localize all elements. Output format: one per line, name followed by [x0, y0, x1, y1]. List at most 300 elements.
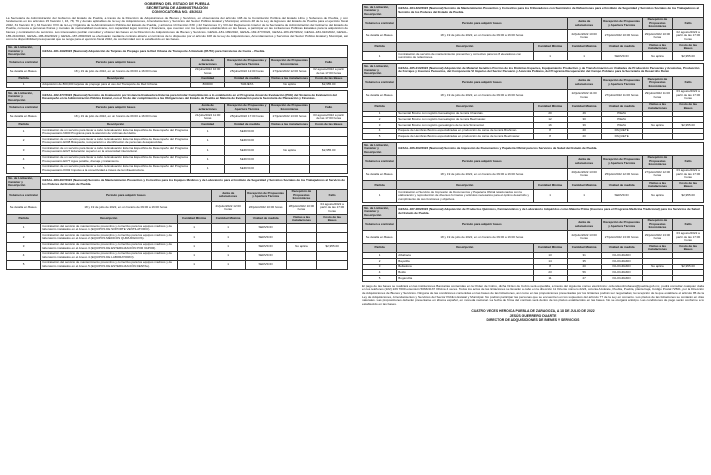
unidad-value: SERVICIO [245, 260, 286, 269]
cantidad-minima-value: 1 [533, 52, 567, 61]
unidad-value: KILOGRAMO [601, 270, 642, 276]
visitas-value: No aplica [642, 52, 673, 61]
unidad-value: SERVICIO [245, 242, 286, 251]
visitas-value [642, 134, 673, 140]
costo-header: Costo de las Bases [673, 181, 704, 190]
tech-header: Recepción de Propuestas y Apertura Técnica [601, 218, 642, 231]
unidad-value: PAQUETE [601, 134, 642, 140]
unidad-value: SERVICIO [225, 127, 269, 136]
header-line-1: GOBIERNO DEL ESTADO DE PUEBLA [144, 2, 210, 6]
cantidad-maxima-value: 20 [567, 264, 601, 270]
junta-header: Junta de aclaraciones [211, 189, 245, 202]
descripcion-value: Semental Bovino con registro genealógico de la raza Simmental. [397, 123, 533, 129]
licitacion-title: GESAL-182-377/2022 (Nacional) Servicio de Evaluación por Instancia Evaluadora Externa para brindar Cumplimiento a lo establecido en el Programa Anual de Evaluación (PAE) del Sistema de Evaluación del Desempeño en la Administración Pública Estatal, con el fin de dar cumplimiento a las Obligaciones del Estado de Puebla en Materia de Evaluación para la Secretaría de Planeación y Finanzas. [41, 91, 348, 104]
partida-value: 5 [7, 164, 41, 173]
signature-line1: CUATRO VECES HEROICA PUEBLA DE ZARAGOZA, A 18 DE JULIO DE 2022 [471, 309, 595, 314]
costo-value: $2,955.00 [310, 146, 348, 155]
cantidad-minima-value: 1 [177, 251, 211, 260]
volume-value: Se detalla en Bases. [363, 168, 397, 181]
junta-header: Junta de aclaraciones [567, 17, 601, 30]
partida-header: Partida [363, 102, 397, 111]
partida-value: 1 [7, 82, 41, 88]
licitacion-table [6, 90, 348, 174]
visitas-header: Visitas a las instalaciones [642, 43, 673, 52]
unidad-header: Unidad de medida [601, 102, 642, 111]
partida-header: Partida [363, 181, 397, 190]
visitas-value [286, 260, 317, 269]
visitas-header: Visitas a las instalaciones [271, 76, 308, 81]
visitas-value [269, 155, 310, 164]
licitacion-title: GESAL-187-280/2022 (Nacional) Adquisición de Productos Químicos, Farmacéuticos y de Laboratorio Adquiridos como Materia Prima (Insumos para el Programa Medicina Tradicional) para los Servicios de Salud del Estado de Puebla. [397, 206, 704, 219]
partida-header: Partida [7, 122, 41, 128]
period-header: Periodo para adquirir bases [397, 155, 568, 168]
cantidad-maxima-header: Cantidad Máxima [567, 181, 601, 190]
cantidad-maxima-value: 27 [567, 276, 601, 282]
partida-value: 3 [7, 146, 41, 155]
visitas-value: No aplica [286, 242, 317, 251]
cantidad-maxima-value: 31 [567, 253, 601, 259]
fallo-value: 03 agosto/2022 a partir de las 17:00 horas [673, 168, 704, 181]
signature-block [362, 309, 704, 322]
costo-header: Costo de las Bases [317, 214, 348, 223]
visitas-value: No aplica [269, 82, 310, 88]
econ-value: 29/julio/2022 11:00 horas [642, 89, 673, 102]
licitacion-title: GESAL-183-297/2022 (Nacional) Servicio de Mantenimiento Preventivo y Correctivo para los Equipos Médicos y de Laboratorio para el Instituto de Seguridad y Servicios Sociales de los Trabajadores al Servicio de los Poderes del Estado de Puebla. [41, 176, 348, 189]
volume-header: Volumen a contratar [7, 103, 41, 112]
descripcion-header: Descripción [397, 43, 533, 52]
partida-value: 3 [363, 123, 397, 129]
fallo-header: Fallo [673, 218, 704, 231]
descripcion-value: Bayetilla [397, 259, 533, 265]
econ-header: Recepción de Propuestas Económicas [642, 218, 673, 231]
descripcion-value: Contratación el Servicio de Impresión de Documentos y Papelería Oficial relacionados con la elaboración y reproducción de diversos formatos y artículos necesarios para el óptimo desarrollo y cumplimiento de sus funciones y objetivos. [397, 190, 533, 203]
cantidad-maxima-value: 56 [567, 270, 601, 276]
descripcion-value: Albahaca [397, 253, 533, 259]
cantidad-minima-header: Cantidad Mínima [533, 244, 567, 253]
econ-header: Recepción de Propuestas Económicas [642, 77, 673, 90]
period-value: 18 y 19 de julio de 2022, en un horario de 09:00 a 16:00 horas [41, 202, 212, 215]
descripcion-value: Contratación del servicio de mantenimiento preventivo y correctivo para los equipos médicos y de laboratorio instalados en el Anexo 3 (EQUIPOS DE ESTERILIZACIÓN POR VAPOR). [41, 242, 177, 251]
econ-value: 27/julio/2022 12:00 horas [269, 67, 310, 76]
partida-value: 4 [7, 155, 41, 164]
unidad-header: Unidad de medida [225, 76, 269, 82]
unidad-value: KILOGRAMO [601, 253, 642, 259]
partida-value: 1 [363, 253, 397, 259]
junta-header: Junta de aclaraciones [567, 77, 601, 90]
period-header: Periodo para adquirir bases [397, 218, 568, 231]
visitas-header: Visitas a las instalaciones [271, 121, 308, 126]
descripcion-value: Belladona [397, 264, 533, 270]
costo-value [317, 224, 348, 233]
visitas-value [286, 251, 317, 260]
period-value: 18 y 19 de julio de 2022, en un horario de 09:00 a 16:00 horas [397, 30, 568, 43]
period-header: Periodo para adquirir bases [41, 58, 191, 67]
partida-header: Partida [363, 43, 397, 52]
volume-value: Se detalla en Bases. [7, 202, 41, 215]
signature-line3: DIRECTOR DE ADQUISICIONES DE BIENES Y SERVICIOS [486, 317, 580, 322]
junta-value: 22/julio/2022 13:00 horas [567, 231, 601, 244]
econ-header: Recepción de Propuestas Económicas [642, 17, 673, 30]
cantidad-minima-value: 1 [177, 224, 211, 233]
signature-line2: JESÚS GUERRERO DUARTE [509, 313, 557, 318]
fallo-header: Fallo [317, 189, 348, 202]
cantidad-minima-value: 16 [533, 123, 567, 129]
costo-header: Costo de las Bases [673, 43, 704, 52]
descripcion-value: Contratación del servicio de mantenimiento preventivo y correctivo para los equipos médicos y de laboratorio instalados en el Anexo 5 (EQUIPOS DE ESTERILIZACIÓN DENTAL). [41, 260, 177, 269]
table-row [7, 127, 348, 136]
right-column [362, 2, 704, 322]
descripcion-header: Descripción [41, 122, 191, 128]
cantidad-minima-value: 8 [533, 264, 567, 270]
partida-value: 3 [7, 242, 41, 251]
tech-value: 25/julio/2022 12:00 horas [225, 67, 269, 76]
partida-value: 1 [363, 52, 397, 61]
licitacion-label: No. de Licitación, Carácter y Descripción [7, 91, 41, 104]
licitacion-title: GESAL-185-210/2022 (Nacional) Adquisición de Material Genético Porcino de los Distintas Especies, Equipamiento Productivo y de Transformación en Unidades de Producción Pecuarias y Acuícolas, Producción de Forrajes y Insumos Pecuarios, del Componente VI Impulso del Sector Pecuario y Acuícola Poblano, del Programa Recuperación del Campo Poblano para la Secretaría de Desarrollo Rural. [397, 64, 704, 77]
cantidad-minima-header: Cantidad Mínima [533, 102, 567, 111]
cantidad-minima-value: 8 [533, 134, 567, 140]
period-value: 18 y 19 de julio de 2022, en un horario de 09:00 a 16:00 horas [41, 113, 191, 122]
descripcion-header: Descripción [397, 181, 533, 190]
visitas-header: Visitas a las instalaciones [642, 244, 673, 253]
left-column [6, 2, 348, 270]
cantidad-minima-header: Cantidad Mínima [533, 43, 567, 52]
convocatoria-page [6, 2, 706, 473]
cantidad-value: 1 [191, 164, 225, 173]
costo-value: $2,955.00 [317, 242, 348, 251]
partida-value: 3 [363, 264, 397, 270]
cantidad-maxima-header: Cantidad Máxima [567, 102, 601, 111]
volume-value: Se detalla en Bases. [7, 67, 41, 76]
visitas-value [286, 224, 317, 233]
tech-header: Recepción de Propuestas y Apertura Técnica [245, 189, 286, 202]
visitas-value: No aplica [269, 146, 310, 155]
cantidad-maxima-value: 30 [567, 117, 601, 123]
partida-header: Partida [7, 214, 41, 223]
descripcion-value: Contratación del servicio de mantenimiento preventivo y correctivo para los equipos médicos y de laboratorio instalados en el Anexo 4 (EQUIPOS DE LABORATORIO). [41, 251, 177, 260]
fallo-header: Fallo [310, 58, 348, 67]
partida-value: 5 [363, 134, 397, 140]
cantidad-value: 1 [191, 155, 225, 164]
junta-value: 21/julio/2022 11:00 horas [191, 113, 225, 122]
table-row [363, 52, 704, 61]
tech-value: 25/julio/2022 17:00 horas [225, 113, 269, 122]
partida-value: 1 [7, 224, 41, 233]
cantidad-maxima-value: 20 [567, 128, 601, 134]
unidad-value: KILOGRAMO [601, 259, 642, 265]
partida-value: 4 [7, 251, 41, 260]
cantidad-maxima-value: 1 [211, 242, 245, 251]
descripcion-value: Contratación de un servicio para llevar a cabo la Evaluación Externa Específica de Desempeño del Programa Presupuestario K002 Impulso a la conectividad a través de la infraestructura. [41, 164, 191, 173]
partida-value: 2 [7, 137, 41, 146]
visitas-header: Visitas a las instalaciones [642, 181, 673, 190]
cantidad-value: 1 [191, 127, 225, 136]
unidad-value: PIEZA [601, 123, 642, 129]
cantidad-maxima-value: 1 [211, 251, 245, 260]
visitas-value [269, 137, 310, 146]
costo-value [310, 137, 348, 146]
cantidad-maxima-header: Cantidad Máxima [211, 214, 245, 223]
junta-value: 21/julio/2022 12:00 horas [211, 202, 245, 215]
licitacion-title: GESAL-184-322/2022 (Nacional) Servicio de Mantenimiento Preventivo y Correctivo para los 8 Elevadores con Suministro de Refacciones para el Instituto de Seguridad y Servicios Sociales de los Trabajadores al Servicio de los Poderes del Estado de Puebla. [397, 5, 704, 18]
descripcion-value: Adquisición de 800,000 tarjetas de prepago para el uso del Transporte de Red Urbana. [41, 82, 191, 88]
descripcion-value: Contratación de servicio de mantenimiento preventivo y correctivo para los 8 elevadores con suministro de refacciones. [397, 52, 533, 61]
cantidad-value: 800000 [191, 82, 225, 88]
period-value: 18 y 19 de julio de 2022, en un horario de 09:00 a 16:00 horas [397, 168, 568, 181]
licitacion-label: No. de Licitación, Carácter y Descripción [7, 176, 41, 189]
table-row [7, 251, 348, 260]
cantidad-minima-value: 1 [177, 260, 211, 269]
tech-header: Recepción de Propuestas y Apertura Técnica [225, 58, 269, 67]
licitacion-table [6, 176, 348, 270]
costo-value: $2,955.00 [310, 82, 348, 88]
licitacion-title: GESAL-186-302/2022 (Nacional) Servicio de Impresión de Documentos y Papelería Oficial para los Servicios de Salud del Estado de Puebla. [397, 143, 704, 156]
cantidad-minima-value: 13 [533, 253, 567, 259]
unidad-value: SERVICIO [245, 233, 286, 242]
visitas-value: No aplica [642, 123, 673, 129]
econ-value: 27/julio/2022 12:00 horas [642, 168, 673, 181]
unidad-value: TARJETA [225, 82, 269, 88]
visitas-value [642, 276, 673, 282]
cantidad-maxima-value: 35 [567, 259, 601, 265]
cantidad-minima-value: 1 [533, 190, 567, 203]
cantidad-maxima-value: 20 [567, 134, 601, 140]
fallo-header: Fallo [673, 17, 704, 30]
partida-value: 2 [363, 259, 397, 265]
econ-value: 29/julio/2022 13:00 horas [642, 231, 673, 244]
tech-header: Recepción de Propuestas y Apertura Técnica [225, 103, 269, 112]
fallo-value: 02 agosto/2022 a partir de las 17:00 horas [673, 30, 704, 43]
costo-header: Costo de las Bases [673, 244, 704, 253]
licitacion-table [362, 4, 704, 61]
cantidad-minima-value: 11 [533, 276, 567, 282]
licitacion-section [6, 90, 348, 174]
econ-header: Recepción de Propuestas Económicas [269, 58, 310, 67]
fallo-header: Fallo [673, 155, 704, 168]
costo-value [317, 233, 348, 242]
junta-value: 22/julio/2022 10:00 horas [567, 30, 601, 43]
costo-value: $2,955.00 [673, 190, 704, 203]
licitacion-table [362, 205, 704, 282]
junta-value: 21/julio/2022 10:00 horas [191, 67, 225, 76]
costo-value [673, 276, 704, 282]
junta-header: Junta de aclaraciones [191, 58, 225, 67]
tech-value: 27/julio/2022 11:00 horas [601, 89, 642, 102]
period-value: 18 y 19 de julio de 2022, en un horario de 09:00 a 16:00 horas [41, 67, 191, 76]
cantidad-header: Cantidad [191, 122, 225, 128]
tech-value: 25/julio/2022 12:00 horas [601, 168, 642, 181]
cantidad-header: Cantidad [191, 76, 225, 82]
descripcion-value: Contratación del servicio de mantenimiento preventivo y correctivo para los equipos médicos y de laboratorio instalados en el Anexo 1 (EQUIPOS DE SOPORTE VENTILATORIO). [41, 224, 177, 233]
licitacion-label: No. de Licitación, Carácter y Descripción [363, 206, 397, 219]
volume-value: Se detalla en Bases. [363, 231, 397, 244]
costo-value [317, 251, 348, 260]
header-line-2: SECRETARÍA DE ADMINISTRACIÓN [146, 6, 208, 11]
cantidad-maxima-value: 1 [211, 224, 245, 233]
licitacion-section [6, 45, 348, 88]
licitacion-table [362, 142, 704, 203]
period-value: 18 y 19 de julio de 2022, en un horario de 09:00 a 16:00 horas [397, 231, 568, 244]
econ-header: Recepción de Propuestas Económicas [269, 103, 310, 112]
descripcion-header: Descripción [397, 102, 533, 111]
partida-value: 1 [7, 127, 41, 136]
junta-header: Junta de aclaraciones [567, 155, 601, 168]
period-value: 18 y 19 de julio de 2022, en un horario de 09:00 a 16:00 horas [397, 89, 568, 102]
volume-header: Volumen a contratar [363, 155, 397, 168]
intro-paragraph: La Secretaría de Administración del Gobierno del Estado de Puebla, a través de la Dirección de Adquisiciones de Bienes y Servicios, en observancia del artículo 108 de la Constitución Política del Estado Libre y Soberano de Puebla, y con fundamento en los artículos 15 fracción I, 16, 78, 79 y demás aplicables de la Ley de Adquisiciones, Arrendamientos y Servicios del Sector Público Estatal y Municipal, artículo 48 de la Ley de Egresos del Estado de Puebla para el ejercicio fiscal 2022, 31 fracción III y 34 fracción XVII de la Ley Orgánica de la Administración Pública del Estado de Puebla, y artículos 13 fracción XXII y 22 fracciones II y VIII del Reglamento Interior de la Secretaría de Administración del Gobierno del Estado de Puebla, convoca a personas físicas y morales de nacionalidad mexicana, con capacidad legal, técnica y financiera, que cuenten con los requisitos establecidos en las bases, a participar en las Licitaciones Públicas Estatales para la adquisición de bienes y contratación de servicios. Los interesados podrán consultar y obtener las bases en la Dirección de Adquisiciones de Bienes y Servicios. GESAL-181-199/2022, GESAL-182-377/2022, GESAL-183-297/2022, GESAL-184-322/2022, GESAL-185-210/2022, GESAL-186-302/2022 y GESAL-187-280/2022 se efectuarán mediante contrato abierto en términos de lo dispuesto por el artículo 108 de la Ley de Adquisiciones, Arrendamientos y Servicios del Sector Público Estatal y Municipal, así como la disponibilidad presupuestal que se tenga para el ejercicio fiscal 2022, de conformidad con lo establecido en las bases. [6, 15, 348, 42]
table-row [363, 134, 704, 140]
descripcion-value: Contratación de un servicio para llevar a cabo la Evaluación Externa Específica de Desempeño del Programa Presupuestario E008 Búsqueda, recuperación e identificación de personas desaparecidas. [41, 137, 191, 146]
cantidad-minima-header: Cantidad Mínima [177, 214, 211, 223]
table-row [7, 233, 348, 242]
cantidad-minima-value: 8 [533, 128, 567, 134]
fallo-value: 03 agosto/2022 a partir de las 17:00 horas [673, 231, 704, 244]
cantidad-minima-header: Cantidad Mínima [533, 181, 567, 190]
junta-value: 22/julio/2022 11:00 horas [567, 89, 601, 102]
table-row [7, 164, 348, 173]
descripcion-header: Descripción [397, 244, 533, 253]
licitacion-title: GESAL-181-199/2022 (Nacional) Adquisición de Tarjetas de Prepago para la Red Urbana de Transporte Articulado (RUTA) para Carreteras de Cuota – Puebla. [41, 45, 348, 58]
econ-value: 29/julio/2022 10:00 horas [642, 30, 673, 43]
cantidad-value: 1 [191, 137, 225, 146]
fallo-header: Fallo [310, 103, 348, 112]
cantidad-maxima-header: Cantidad Máxima [567, 244, 601, 253]
unidad-value: SERVICIO [601, 52, 642, 61]
table-row [7, 137, 348, 146]
table-row [7, 260, 348, 269]
descripcion-value: Boldo [397, 270, 533, 276]
partida-header: Partida [7, 76, 41, 82]
descripcion-value: Semental Bovino con registro Genealógico de la raza Beefmaster. [397, 117, 533, 123]
unidad-value: SERVICIO [245, 251, 286, 260]
tech-value: 26/julio/2022 10:00 horas [245, 202, 286, 215]
unidad-header: Unidad de medida [601, 43, 642, 52]
econ-header: Recepción de Propuestas Económicas [286, 189, 317, 202]
visitas-value: No aplica [642, 190, 673, 203]
unidad-header: Unidad de medida [225, 122, 269, 128]
cantidad-maxima-value: 49 [567, 111, 601, 117]
costo-header: Costo de las Bases [310, 122, 348, 128]
cantidad-maxima-value: 39 [567, 123, 601, 129]
fallo-header: Fallo [673, 77, 704, 90]
cantidad-maxima-header: Cantidad Máxima [567, 43, 601, 52]
costo-value [317, 260, 348, 269]
junta-header: Junta de aclaraciones [567, 218, 601, 231]
costo-header: Costo de las Bases [673, 102, 704, 111]
unidad-value: PAQUETE [601, 128, 642, 134]
document-header [6, 2, 348, 15]
costo-value [673, 134, 704, 140]
unidad-value: SERVICIO [225, 155, 269, 164]
partida-header: Partida [363, 244, 397, 253]
costo-value [310, 164, 348, 173]
table-row [7, 242, 348, 251]
fallo-value: 02 agosto/2022 a partir de las 17:00 horas [310, 67, 348, 76]
table-row [363, 276, 704, 282]
unidad-value: PIEZA [601, 111, 642, 117]
volume-value: Se detalla en Bases. [7, 113, 41, 122]
unidad-value: KILOGRAMO [601, 264, 642, 270]
visitas-value [269, 164, 310, 173]
cantidad-minima-value: 14 [533, 259, 567, 265]
licitacion-label: No. de Licitación, Carácter y Descripción [363, 5, 397, 18]
costo-value: $2,955.00 [673, 123, 704, 129]
descripcion-value: Contratación de un servicio para llevar a cabo la Evaluación Externa Específica de Desempeño del Programa Presupuestario N000 Programa para la atención de víctimas del delito. [41, 127, 191, 136]
licitacion-section [362, 205, 704, 282]
table-row [7, 155, 348, 164]
partida-value: 4 [363, 128, 397, 134]
licitacion-table [362, 63, 704, 140]
period-header: Periodo para adquirir bases [397, 17, 568, 30]
period-header: Periodo para adquirir bases [397, 77, 568, 90]
licitacion-label: No. de Licitación, Carácter y Descripción [363, 143, 397, 156]
cantidad-minima-value: 1 [177, 233, 211, 242]
partida-value: 1 [363, 190, 397, 203]
costo-value: $2,955.00 [673, 52, 704, 61]
period-header: Periodo para adquirir bases [41, 103, 191, 112]
unidad-value: SERVICIO [225, 137, 269, 146]
licitacion-section [362, 142, 704, 203]
visitas-header: Visitas a las instalaciones [642, 102, 673, 111]
partida-value: 1 [363, 111, 397, 117]
descripcion-value: Contratación de un servicio para llevar a cabo la Evaluación Externa Específica de Desempeño del Programa Presupuestario E077 Agua potable, drenaje y tratamiento. [41, 155, 191, 164]
volume-header: Volumen a contratar [363, 77, 397, 90]
visitas-header: Visitas a las instalaciones [286, 214, 317, 223]
descripcion-header: Descripción [41, 76, 191, 82]
volume-value: Se detalla en Bases. [363, 89, 397, 102]
header-line-3: CONVOCATORIA NO. 45/2022 [151, 10, 203, 15]
tech-header: Recepción de Propuestas y Apertura Técnica [601, 17, 642, 30]
visitas-value [269, 127, 310, 136]
cantidad-minima-value: 23 [533, 270, 567, 276]
table-row [7, 82, 348, 88]
descripcion-value: Buganvilia [397, 276, 533, 282]
unidad-header: Unidad de medida [601, 244, 642, 253]
partida-value: 2 [363, 117, 397, 123]
descripcion-header: Descripción [41, 214, 177, 223]
fallo-value: 03 agosto/2022 a partir de las 17:00 horas [310, 113, 348, 122]
econ-value: 28/julio/2022 10:00 horas [286, 202, 317, 215]
partida-value: 5 [363, 276, 397, 282]
fallo-value: 03 agosto/2022 a partir de las 17:00 horas [673, 89, 704, 102]
unidad-value: SERVICIO [601, 190, 642, 203]
junta-header: Junta de aclaraciones [191, 103, 225, 112]
licitacion-section [6, 176, 348, 270]
costo-header: Costo de las Bases [310, 76, 348, 82]
unidad-value: KILOGRAMO [601, 276, 642, 282]
costo-value [310, 155, 348, 164]
tech-header: Recepción de Propuestas y Apertura Técnica [601, 77, 642, 90]
costo-value [310, 127, 348, 136]
descripcion-value: Paquete de Hembras Bovino especializadas en producción de carne de la raza Beefmaster. [397, 134, 533, 140]
footer-paragraph: El pago de las bases se realizará en las instituciones Bancarias contenidas en la Orden de Cobro, dicha Orden de Cobro será expedida, a través del siguiente correo electrónico: ordendecobrobases@puebla.gob.mx, podrá consultar cualquier duda en los teléfonos (222) 229 7000 extensión 5063/4137 Oficina 4 veces. Todos los actos de las licitaciones se llevarán a cabo en la dirección 11 Oriente número 2224, colonia Azcárate, Puebla, Puebla, planta baja, Código Postal 72501, por la Dirección de Adquisiciones de Bienes y Servicios. Ninguna de las condiciones contenidas en las bases de las licitaciones, así como en las proposiciones presentadas por los licitantes podrán ser negociadas; la recepción de la que establece el artículo 85 de la Ley de Adquisiciones, Arrendamientos y Servicios del Sector Público Estatal y Municipal. No podrán participar las personas que se encuentren en los supuestos del artículo 77 de la Ley en comento. Los plazos de las licitaciones se contarán en días naturales. Las proposiciones deberán presentarse en idioma español, en moneda nacional. La fecha de firma del contrato será dentro de los plazos establecidos en las bases. No se otorgará anticipo. Las condiciones de pago serán conforme a lo establecido en las bases. [362, 283, 704, 306]
cantidad-maxima-value: 1 [567, 190, 601, 203]
licitacion-label: No. de Licitación, Carácter y Descripción [7, 45, 41, 58]
unidad-value: PIEZA [601, 117, 642, 123]
licitacion-section [362, 4, 704, 61]
unidad-header: Unidad de medida [245, 214, 286, 223]
partida-value: 5 [7, 260, 41, 269]
unidad-header: Unidad de medida [601, 181, 642, 190]
volume-header: Volumen a contratar [363, 218, 397, 231]
visitas-value [286, 233, 317, 242]
table-row [7, 224, 348, 233]
cantidad-minima-value: 20 [533, 111, 567, 117]
cantidad-maxima-value: 1 [211, 233, 245, 242]
licitacion-section [362, 63, 704, 140]
table-row [7, 146, 348, 155]
volume-value: Se detalla en Bases. [363, 30, 397, 43]
